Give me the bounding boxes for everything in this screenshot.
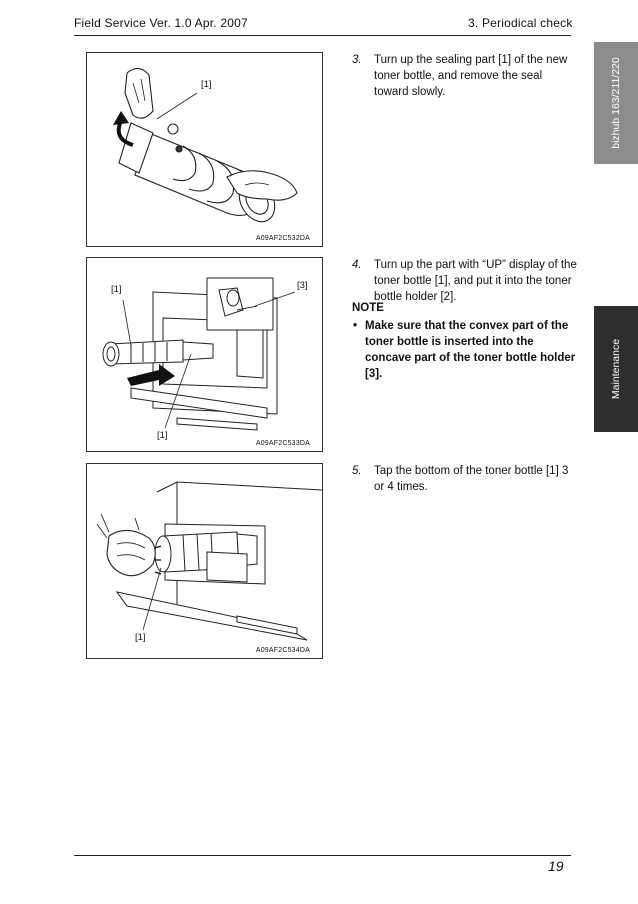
side-tab-maintenance-label: Maintenance [610, 338, 622, 400]
figure-remove-seal-code: A09AF2C532DA [255, 235, 310, 242]
step-3-text: Turn up the sealing part [1] of the new toner bottle, and remove the seal toward slowly. [374, 54, 568, 98]
step-4-number: 4. [352, 259, 362, 271]
step-3-number: 3. [352, 54, 362, 66]
side-tab-maintenance [594, 306, 638, 432]
footer-rule [74, 855, 571, 856]
header-document-title: Field Service Ver. 1.0 Apr. 2007 [74, 16, 248, 30]
header-rule [74, 35, 571, 36]
page-number: 19 [548, 858, 564, 874]
side-tab-model-label: bizhub 163/211/220 [610, 57, 622, 149]
step-5 [352, 463, 577, 495]
figure-remove-seal-callout: [1] [201, 79, 212, 90]
note-body [352, 318, 577, 382]
figure-insert-bottle [86, 257, 323, 452]
figure-tap-bottle [86, 463, 323, 659]
figure-insert-bottle-code: A09AF2C533DA [255, 440, 310, 447]
figure-tap-bottle-callout: [1] [135, 632, 146, 643]
step-4 [352, 257, 577, 305]
figure-tap-bottle-code: A09AF2C534DA [255, 647, 310, 654]
figure-insert-bottle-callout-bottle: [1] [111, 284, 122, 295]
note-text: Make sure that the convex part of the toner bottle is inserted into the concave part of the toner bottle holder [3]. [365, 320, 576, 380]
header-section-title: 3. Periodical check [468, 16, 573, 30]
step-5-number: 5. [352, 465, 362, 477]
figure-insert-bottle-callout-holder: [3] [297, 280, 308, 291]
figure-insert-bottle-callout-bottle-lower: [1] [157, 430, 168, 441]
figure-insert-bottle-illustration [87, 258, 322, 451]
note-heading: NOTE [352, 302, 384, 314]
note-bullet: • [353, 320, 358, 332]
side-tab-model [594, 42, 638, 164]
figure-tap-bottle-illustration [87, 464, 322, 658]
step-4-text: Turn up the part with “UP” display of the toner bottle [1], and put it into the toner bottle holder [2]. [374, 259, 577, 303]
figure-remove-seal [86, 52, 323, 247]
step-3 [352, 52, 577, 100]
step-5-text: Tap the bottom of the toner bottle [1] 3 or 4 times. [374, 465, 569, 493]
